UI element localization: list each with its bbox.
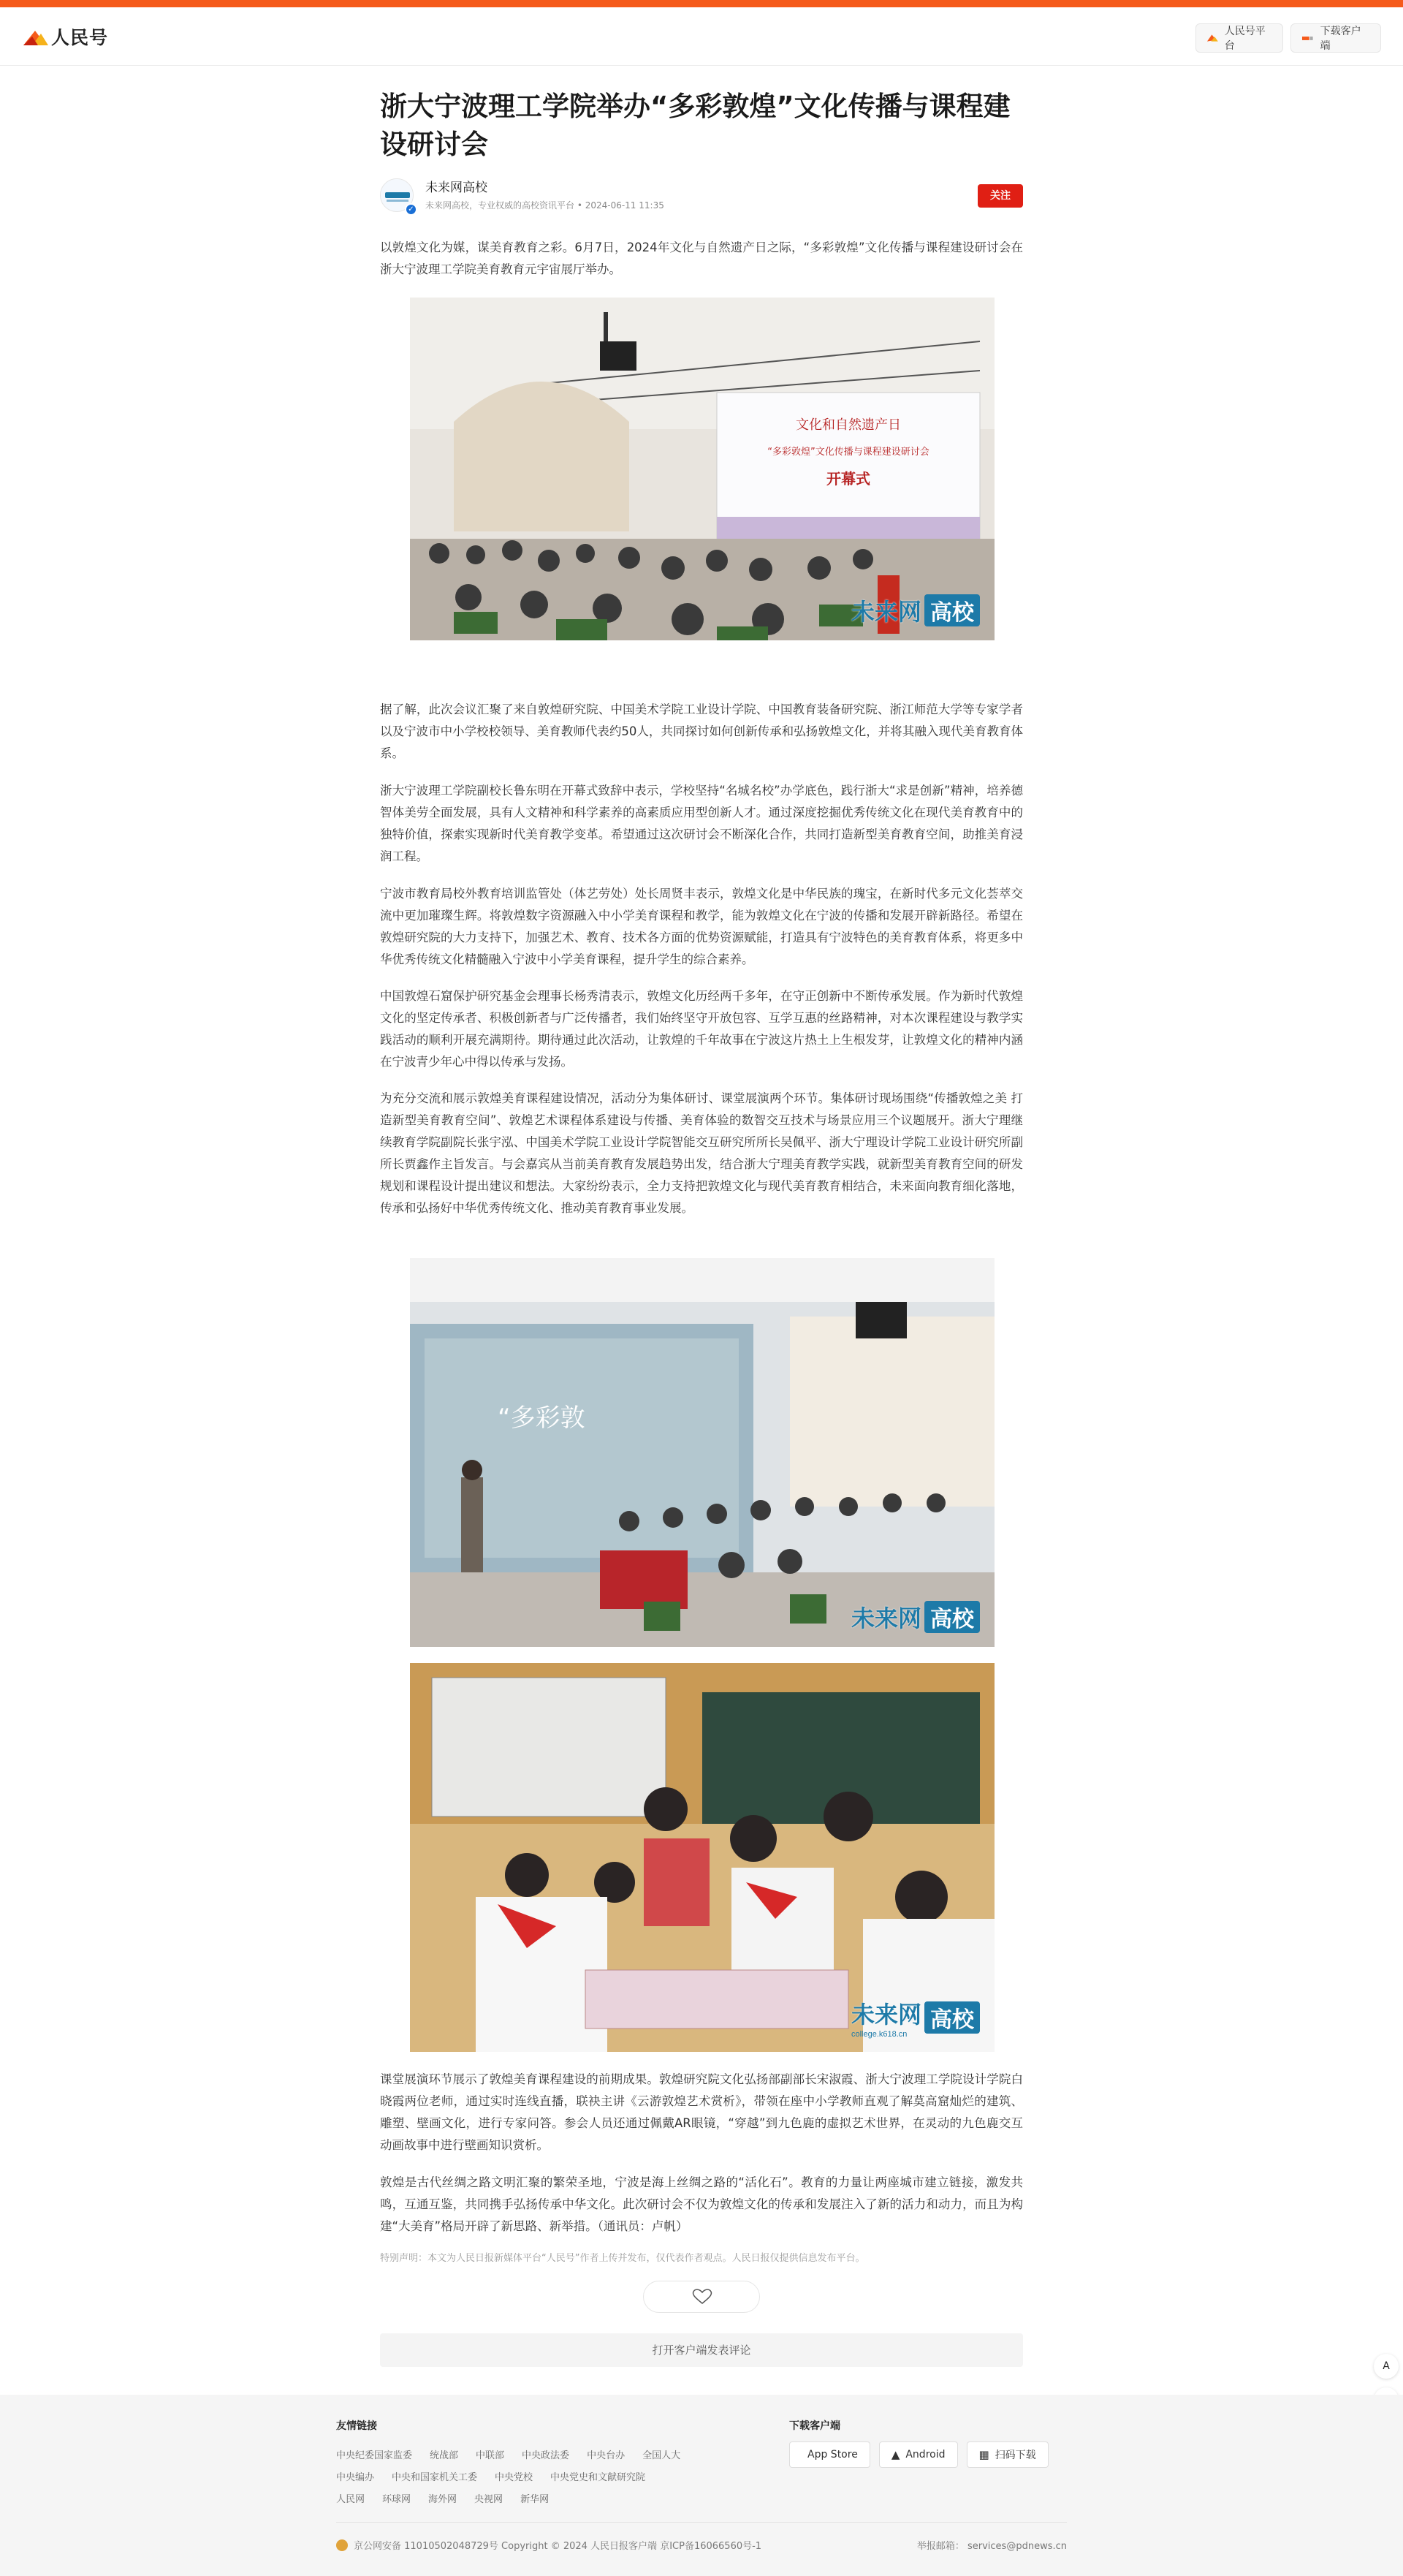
friend-link[interactable]: 全国人大 [642,2450,681,2461]
download-title: 下载客户端 [789,2420,840,2432]
friend-links-row [336,2487,745,2509]
watermark-site: college.k618.cn [851,2030,908,2039]
translate-icon[interactable]: A [1374,2354,1399,2379]
article-photo-classroom [410,1663,995,2052]
article-photo-conference [410,298,995,640]
app-store-label: App Store [807,2449,858,2461]
open-app-comment-bar[interactable]: 打开客户端发表评论 [380,2333,1023,2367]
article-paragraph: 宁波市教育局校外教育培训监管处（体艺劳处）处长周贤丰表示，敦煌文化是中华民族的瑰宝，在新时代多元文化荟萃交流中更加璀璨生辉。将敦煌数字资源融入中小学美育课程和教学，能为敦煌文化在宁波的传播和发展开辟新路径。希望在敦煌研究院的大力支持下，加强艺术、教育、技术各方面的优势资源赋能，打造具有宁波特色的美育教育体系，将更多中华优秀传统文化精髓融入宁波中小学美育课程，提升学生的综合素养。 [380,887,1023,966]
watermark-name: 未来网 [851,1605,921,1632]
verified-badge-icon: ✓ [405,203,417,216]
friend-link[interactable]: 海外网 [428,2493,457,2505]
photo-watermark [851,594,980,627]
android-button[interactable] [879,2441,958,2468]
friend-link[interactable]: 中央纪委国家监委 [336,2450,413,2461]
watermark-tag: 高校 [924,594,980,626]
friend-link[interactable]: 新华网 [520,2493,550,2505]
qr-download-button[interactable] [967,2441,1049,2468]
friend-link[interactable]: 中央党校 [495,2471,533,2483]
author-meta: 未来网高校，专业权威的高校资讯平台 • 2024-06-11 11:35 [425,200,664,211]
disclaimer: 特别声明：本文为人民日报新媒体平台“人民号”作者上传并发布，仅代表作者观点。人民日报仅提供信息发布平台。 [380,2253,865,2264]
friend-link[interactable]: 中联部 [476,2450,505,2461]
download-app-button-label: 下载客户端 [1320,26,1361,52]
author-row [380,174,1023,212]
friend-link[interactable]: 中央和国家机关工委 [392,2471,478,2483]
qr-code-icon: ▦ [978,2448,989,2461]
platform-button-label: 人民号平台 [1224,26,1266,52]
article-title: 浙大宁波理工学院举办“多彩敦煌”文化传播与课程建设研讨会 [380,91,1011,160]
article-paragraph: 据了解，此次会议汇聚了来自敦煌研究院、中国美术学院工业设计学院、中国教育装备研究院、浙江师范大学等专家学者以及宁波市中小学校校领导、美育教师代表约50人，共同探讨如何创新传承和弘扬敦煌文化，并将其融入现代美育教育体系。 [380,702,1023,760]
classroom-photo [410,1663,995,2052]
banner-line-2: “多彩敦煌”文化传播与课程建设研讨会 [767,447,929,458]
top-accent-stripe [0,0,1403,7]
friend-link[interactable]: 中央政法委 [522,2450,570,2461]
banner-line-1: 文化和自然遗产日 [796,417,901,433]
watermark-tag: 高校 [924,1601,980,1633]
download-buttons [789,2441,1057,2468]
android-icon: ▲ [891,2448,900,2461]
site-header [0,7,1403,66]
author-name[interactable]: 未来网高校 [425,181,487,195]
report-email[interactable]: 举报邮箱： services@pdnews.cn [916,2541,1067,2552]
download-app-button[interactable] [1290,23,1381,53]
watermark-name: 未来网 [851,599,921,625]
friend-links-title: 友情链接 [336,2420,377,2432]
police-badge-icon [336,2539,348,2551]
friend-link[interactable]: 人民网 [336,2493,365,2505]
app-store-button[interactable] [789,2441,870,2468]
platform-button[interactable] [1195,23,1283,53]
friend-link[interactable]: 中央台办 [587,2450,626,2461]
watermark-name: 未来网 [851,2001,921,2028]
conference-photo [410,298,995,640]
photo-watermark [851,1600,980,1634]
brand-logo[interactable] [22,23,108,50]
article-photo-presentation [410,1258,995,1647]
article-paragraph: 课堂展演环节展示了敦煌美育课程建设的前期成果。敦煌研究院文化弘扬部副部长宋淑霞、浙大宁波理工学院设计学院白晓霞两位老师，通过实时连线直播，联袂主讲《云游敦煌艺术赏析》，带领在座中小学教师直观了解莫高窟灿烂的建筑、雕塑、壁画文化，进行专家问答。参会人员还通过佩戴AR眼镜，“穿越”到九色鹿的虚拟艺术世界，在灵动的九色鹿交互动画故事中进行壁画知识赏析。 [380,2072,1023,2152]
friend-links-row [336,2465,745,2487]
footer-divider [336,2522,1067,2523]
copyright-text: 京公网安备 11010502048729号 Copyright © 2024 人民日报客户端 京ICP备16066560号-1 [354,2541,762,2552]
copyright [336,2538,761,2552]
friend-links-row [336,2443,745,2465]
friend-link[interactable]: 统战部 [430,2450,459,2461]
watermark-tag: 高校 [924,2001,980,2034]
download-app-icon [1301,33,1315,43]
article-paragraph: 中国敦煌石窟保护研究基金会理事长杨秀清表示，敦煌文化历经两千多年，在守正创新中不断传承发展。作为新时代敦煌文化的坚定传承者、积极创新者与广泛传播者，我们始终坚守开放包容、互学互惠的丝路精神，对本次课程建设与教学实践活动的顺利开展充满期待。期待通过此次活动，让敦煌的千年故事在宁波这片热土上生根发芽，让敦煌文化的精神内涵在宁波青少年心中得以传承与发扬。 [380,989,1023,1069]
friend-links [336,2443,745,2509]
platform-flag-icon [1206,33,1219,43]
android-label: Android [905,2449,946,2461]
presentation-photo [410,1258,995,1647]
qr-download-label: 扫码下载 [995,2450,1036,2461]
friend-link[interactable]: 中央党史和文献研究院 [550,2471,646,2483]
banner-line-3: 开幕式 [826,470,870,488]
article-paragraph: 浙大宁波理工学院副校长鲁东明在开幕式致辞中表示，学校坚持“名城名校”办学底色，践行浙大“求是创新”精神，培养德智体美劳全面发展，具有人文精神和科学素养的高素质应用型创新人才。通过深度挖掘优秀传统文化在现代美育教育中的独特价值，探索实现新时代美育教学变革。希望通过这次研讨会不断深化合作，共同打造新型美育教育空间，助推美育浸润工程。 [380,784,1023,863]
follow-button[interactable]: 关注 [978,184,1023,208]
heart-icon [644,2281,761,2314]
article-paragraph: 为充分交流和展示敦煌美育课程建设情况，活动分为集体研讨、课堂展演两个环节。集体研讨现场围绕“传播敦煌之美 打造新型美育教育空间”、敦煌艺术课程体系建设与传播、美育体验的数智交互技术与场景应用三个议题展开。浙大宁理继续教育学院副院长张宇泓、中国美术学院工业设计学院智能交互研究所所长吴佩平、浙大宁理设计学院工业设计研究所副所长贾鑫作主旨发言。与会嘉宾从当前美育教育发展趋势出发，结合浙大宁理美育教学实践，就新型美育教育空间的研发规划和课程设计提出建议和想法。大家纷纷表示，全力支持把敦煌文化与现代美育教育相结合，未来面向教育细化落地，传承和弘扬好中华优秀传统文化、推动美育教育事业发展。 [380,1091,1023,1215]
screen-text: “多彩敦 [498,1403,585,1433]
friend-link[interactable]: 环球网 [382,2493,411,2505]
brand-flag-icon [22,23,50,50]
photo-watermark [851,1996,980,2039]
like-button[interactable] [643,2281,760,2313]
site-footer [0,2395,1403,2576]
article-paragraph: 以敦煌文化为媒，谋美育教育之彩。6月7日，2024年文化与自然遗产日之际，“多彩敦煌”文化传播与课程建设研讨会在浙大宁波理工学院美育教育元宇宙展厅举办。 [380,240,1023,276]
friend-link[interactable]: 央视网 [474,2493,503,2505]
article-paragraph: 敦煌是古代丝绸之路文明汇聚的繁荣圣地，宁波是海上丝绸之路的“活化石”。教育的力量让两座城市建立链接，激发共鸣，互通互鉴，共同携手弘扬传承中华文化。此次研讨会不仅为敦煌文化的传承和发展注入了新的活力和动力，而且为构建“大美育”格局开辟了新思路、新举措。（通讯员：卢帆） [380,2175,1023,2233]
friend-link[interactable]: 中央编办 [336,2471,375,2483]
brand-name: 人民号 [51,27,109,48]
